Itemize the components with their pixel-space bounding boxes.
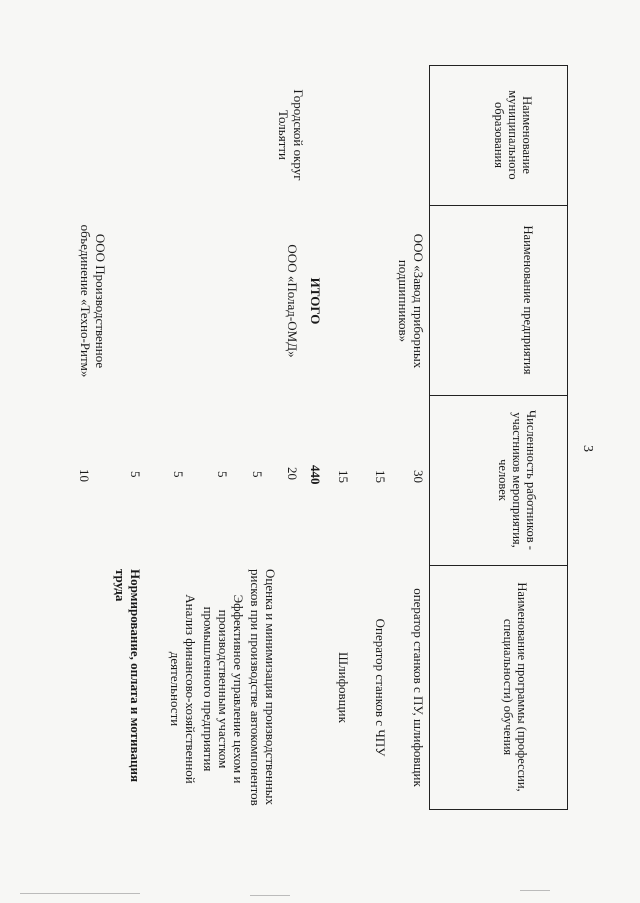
row4-company: ООО «Полад-ОМД» [285, 244, 300, 358]
header-municipality: Наименование муниципального образования [492, 90, 534, 180]
header-count: Численность работников - участников мероприятия, человек [496, 410, 538, 550]
row0-program: оператор станков с ПУ, шлифовщик [411, 588, 426, 787]
row4-municipality: Городской округ Тольятти [276, 89, 306, 181]
row5-program: Оценка и минимизация производственных рисков при производстве автокомпонентов [248, 569, 278, 806]
row7-program: Анализ финансово-хозяйственной деятельности [168, 594, 198, 784]
col-border-1 [430, 205, 568, 206]
col-border-0 [430, 65, 568, 66]
row3-total-label: ИТОГО [308, 277, 323, 325]
row0-count: 30 [411, 470, 426, 483]
row7-count: 5 [171, 471, 186, 478]
col-border-2 [430, 395, 568, 396]
row9-company: ООО Производственное объединение «Техно-Ритм» [78, 224, 108, 378]
header-bottom-border [429, 65, 430, 810]
col-border-3 [430, 565, 568, 566]
row1-program: Оператор станков с ЧПУ [373, 618, 388, 757]
row6-program: Эффективное управление цехом и производственным участком промышленного предприятия [201, 594, 246, 784]
training-table [0, 65, 568, 810]
col-border-4 [430, 809, 568, 810]
row1-count: 15 [373, 470, 388, 483]
row4-count: 20 [285, 467, 300, 480]
row8-count: 5 [128, 471, 143, 478]
row2-program: Шлифовщик [336, 652, 351, 723]
row6-count: 5 [215, 471, 230, 478]
scan-mark [20, 893, 140, 894]
row8-program: Нормирование, оплата и мотивация труда [113, 569, 143, 783]
row9-count: 10 [77, 469, 92, 482]
page-number: 3 [580, 445, 595, 452]
row3-total-count: 440 [308, 465, 323, 485]
row0-company: ООО «Завод приборных подшипников» [396, 233, 426, 369]
scan-mark [520, 890, 550, 891]
header-program: Наименование программы (профессии, специальности) обучения [501, 582, 529, 792]
row2-count: 15 [336, 470, 351, 483]
scan-mark [250, 895, 290, 896]
row5-count: 5 [250, 471, 265, 478]
table-top-border [567, 65, 568, 810]
header-company: Наименование предприятия [521, 225, 535, 375]
